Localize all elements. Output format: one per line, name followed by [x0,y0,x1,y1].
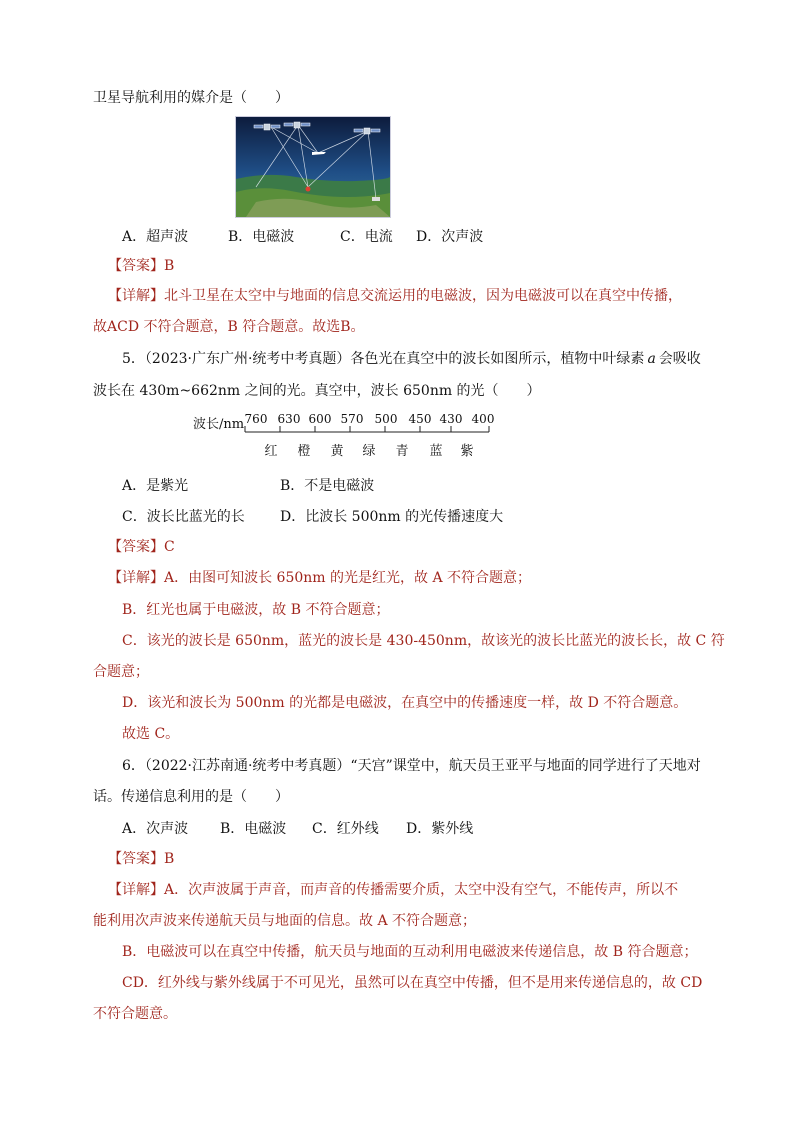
q6-option-a: A．次声波 [122,821,189,837]
answer-value: C [164,539,175,555]
q4-answer [108,256,174,276]
tick-label: 400 [471,412,495,426]
q4-option-b: B．电磁波 [228,229,295,245]
color-label: 绿 [362,444,376,459]
q6-stem-line-1: 6．（2022·江苏南通·统考中考真题）“天宫”课堂中，航天员王亚平与地面的同学进行了天地对 [122,758,701,774]
q6-option-d: D．紫外线 [406,821,474,837]
wavelength-figure [193,410,493,460]
q4-detail-line-2: 故ACD 不符合题意，B 符合题意。故选B。 [93,319,365,335]
tick-label: 600 [308,412,332,426]
q6-option-c: C．红外线 [312,821,379,837]
color-label: 橙 [297,444,311,459]
answer-value: B [164,851,175,867]
color-label: 黄 [330,444,344,459]
q4-option-c: C．电流 [340,229,393,245]
q4-option-a: A．超声波 [122,229,189,245]
q5-stem-variable: a [647,351,656,367]
q5-option-b: B．不是电磁波 [280,478,375,494]
answer-tag: 【答案】 [108,258,164,274]
tick-label: 500 [374,412,398,426]
q5-detail-line-c2: 合题意； [93,664,149,680]
wavelength-axis-label: 波长/nm [193,417,245,432]
answer-tag: 【答案】 [108,851,164,867]
tick-label: 430 [439,412,463,426]
q5-stem-line-1 [122,349,701,369]
detail-tag: 【详解】 [108,882,164,898]
q6-detail-line-a2: 能利用次声波来传递航天员与地面的信息。故 A 不符合题意； [93,913,477,929]
q6-detail-line-b: B．电磁波可以在真空中传播，航天员与地面的互动利用电磁波来传递信息，故 B 符合题意； [122,944,698,960]
satellite-navigation-image [235,116,391,218]
q5-detail-line-d: D．该光和波长为 500nm 的光都是电磁波，在真空中的传播速度一样，故 D 不符合题意。 [122,695,688,711]
detail-tag: 【详解】 [108,570,164,586]
q5-option-a: A．是紫光 [122,478,189,494]
q5-detail-line-b: B．红光也属于电磁波，故 B 不符合题意； [122,602,390,618]
q6-detail-line-cd1: CD．红外线与紫外线属于不可见光，虽然可以在真空中传播，但不是用来传递信息的，故 CD [122,975,703,991]
q5-stem-line-2: 波长在 430m~662nm 之间的光。真空中，波长 650nm 的光（ ） [93,383,541,399]
q5-option-c: C．波长比蓝光的长 [122,509,245,525]
color-label: 青 [395,444,409,459]
q5-detail-line-a [108,568,531,588]
color-label: 蓝 [429,444,443,459]
q5-option-d: D．比波长 500nm 的光传播速度大 [280,509,504,525]
detail-text: A．次声波属于声音，而声音的传播需要介质，太空中没有空气，不能传声，所以不 [164,882,679,898]
q4-detail-line-1 [108,286,682,306]
q6-detail-line-cd2: 不符合题意。 [93,1006,177,1022]
q6-answer [108,849,174,869]
q5-answer [108,537,175,557]
q6-detail-line-a1 [108,880,678,900]
q6-option-b: B．电磁波 [220,821,287,837]
answer-tag: 【答案】 [108,539,164,555]
detail-tag: 【详解】 [108,288,164,304]
tick-label: 760 [244,412,268,426]
q5-stem-text-b: 会吸收 [658,351,701,367]
detail-text: 北斗卫星在太空中与地面的信息交流运用的电磁波，因为电磁波可以在真空中传播， [164,288,682,304]
answer-value: B [164,258,175,274]
q4-option-d: D．次声波 [416,229,484,245]
q5-stem-text: 5．（2023·广东广州·统考中考真题）各色光在真空中的波长如图所示，植物中叶绿素 [122,351,645,367]
tick-label: 630 [277,412,301,426]
color-label: 红 [264,444,278,459]
q6-stem-line-2: 话。传递信息利用的是（ ） [93,789,289,805]
tick-label: 450 [408,412,432,426]
q4-stem: 卫星导航利用的媒介是（ ） [93,90,289,106]
q5-conclusion: 故选 C。 [122,726,180,742]
tick-label: 570 [340,412,364,426]
detail-text: A．由图可知波长 650nm 的光是红光，故 A 不符合题意； [164,570,532,586]
color-label: 紫 [460,444,474,459]
q5-detail-line-c1: C．该光的波长是 650nm，蓝光的波长是 430-450nm，故该光的波长比蓝光的波长长，故 C 符 [122,633,725,649]
